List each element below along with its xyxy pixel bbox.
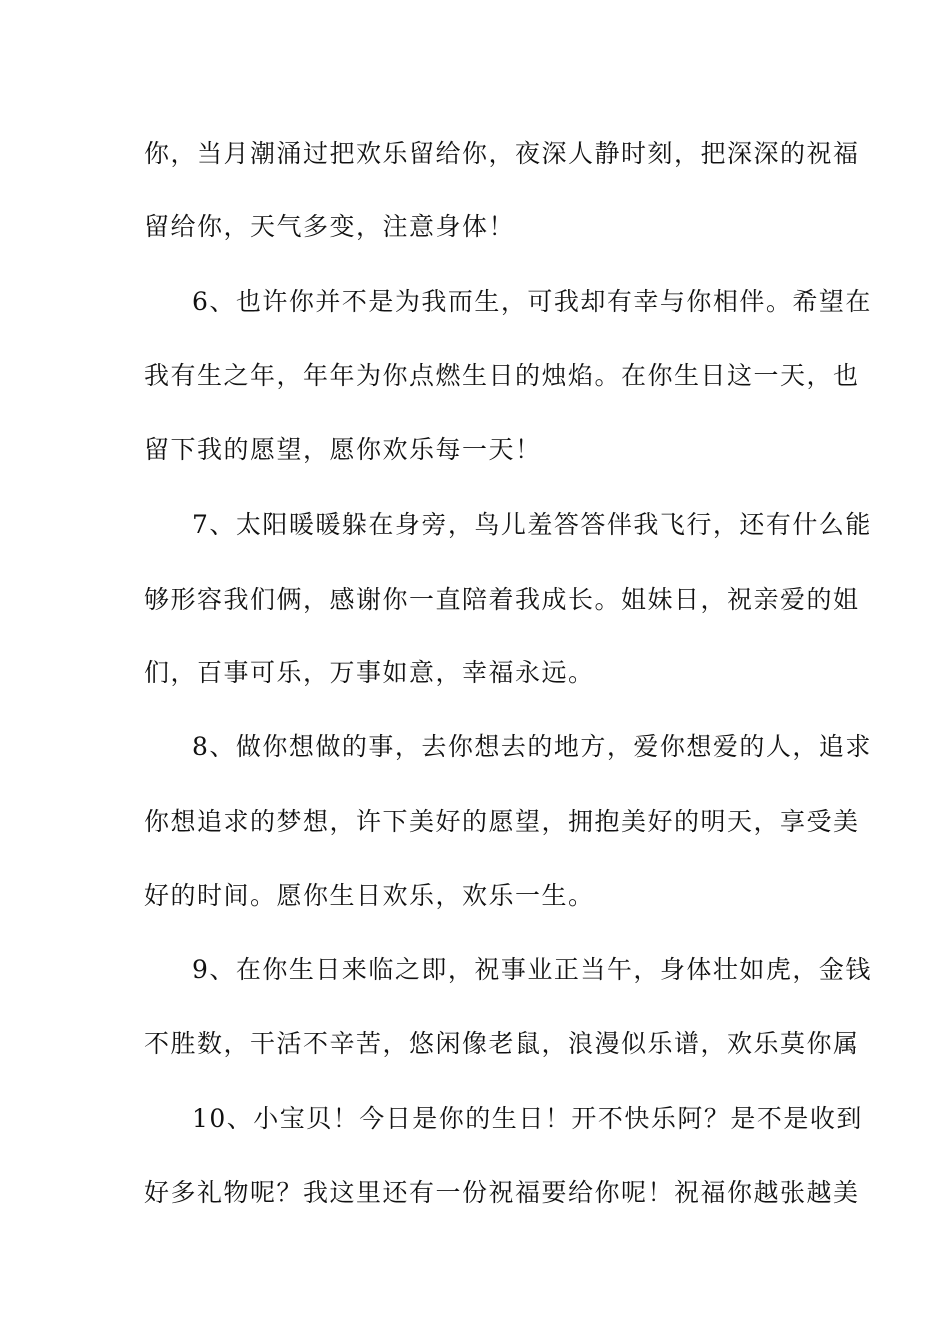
paragraph-start-line: 7、太阳暖暖躲在身旁，鸟儿羞答答伴我飞行，还有什么能: [192, 510, 872, 539]
paragraph-start-line: 9、在你生日来临之即，祝事业正当午，身体壮如虎，金钱: [192, 955, 872, 984]
text-line: 留给你，天气多变，注意身体！: [144, 212, 516, 241]
text-line: 不胜数，干活不辛苦，悠闲像老鼠，浪漫似乐谱，欢乐莫你属: [144, 1029, 860, 1058]
text-line: 我有生之年，年年为你点燃生日的烛焰。在你生日这一天，也: [144, 361, 860, 390]
text-line: 够形容我们俩，感谢你一直陪着我成长。姐妹日，祝亲爱的姐: [144, 585, 860, 614]
paragraph-start-line: 8、做你想做的事，去你想去的地方，爱你想爱的人，追求: [192, 732, 872, 761]
text-line: 好多礼物呢？我这里还有一份祝福要给你呢！祝福你越张越美: [144, 1178, 860, 1207]
text-line: 好的时间。愿你生日欢乐，欢乐一生。: [144, 881, 595, 910]
text-line: 们，百事可乐，万事如意，幸福永远。: [144, 658, 595, 687]
text-line: 留下我的愿望，愿你欢乐每一天！: [144, 435, 542, 464]
text-line: 你想追求的梦想，许下美好的愿望，拥抱美好的明天，享受美: [144, 807, 860, 836]
paragraph-start-line: 6、也许你并不是为我而生，可我却有幸与你相伴。希望在: [192, 287, 872, 316]
text-line: 你，当月潮涌过把欢乐留给你，夜深人静时刻，把深深的祝福: [144, 139, 860, 168]
paragraph-start-line: 10、小宝贝！今日是你的生日！开不快乐阿？是不是收到: [192, 1104, 863, 1133]
